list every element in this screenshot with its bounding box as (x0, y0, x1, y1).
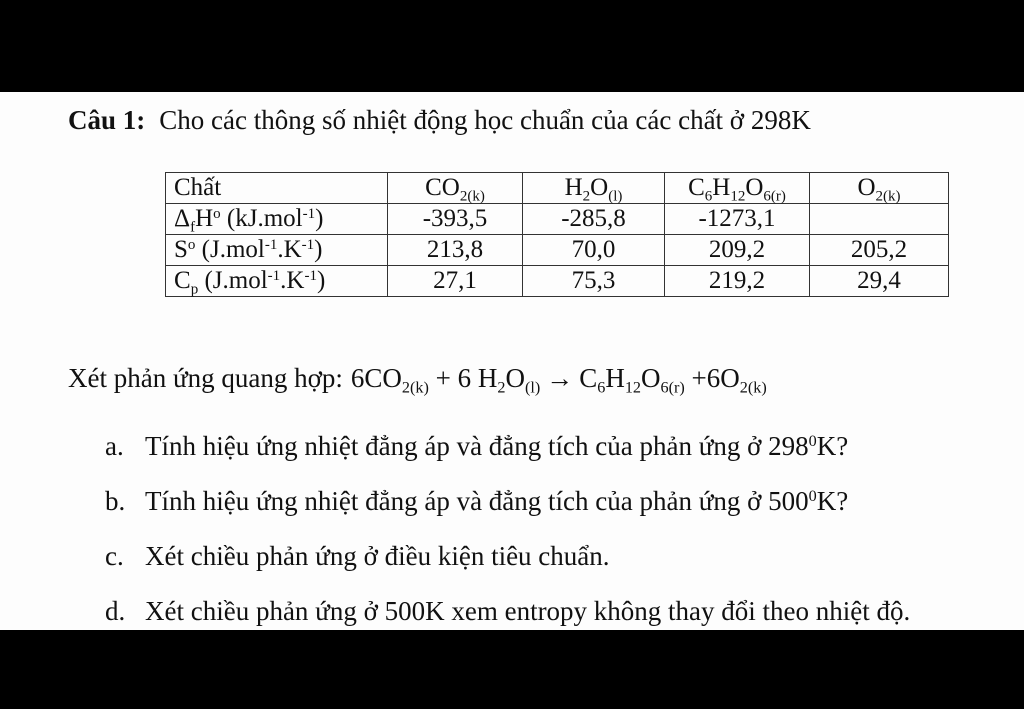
list-marker: a. (105, 431, 124, 461)
question-heading (68, 102, 811, 138)
row-label-entropy: $S^o$ $(J.mol^{-1}.K^{-1})$ (166, 235, 388, 266)
list-item (105, 538, 910, 593)
table-row (166, 204, 949, 235)
header-glucose: $C_6H_{12}O_{6(r)}$ (665, 173, 810, 204)
table-header-row (166, 173, 949, 204)
task-text: Tính hiệu ứng nhiệt đẳng áp và đẳng tích của phản ứng ở 500 (145, 486, 809, 516)
reaction-equation: $6CO_{2(k)} + 6$ $H_2O_{(l)} \to C_6H_{12}O_{6(r)} +6O_{2(k)}$ (351, 363, 767, 393)
list-item: a. Tính hiệu ứng nhiệt đẳng áp và đẳng tích của phản ứng ở $298^0K$? (105, 428, 910, 483)
arrow-icon: → (546, 363, 574, 393)
list-item: b. Tính hiệu ứng nhiệt đẳng áp và đẳng tích của phản ứng ở $500^0K$? (105, 483, 910, 538)
table-cell: 209,2 (665, 235, 810, 266)
question-text: Cho các thông số nhiệt động học chuẩn của các chất ở 298K (159, 105, 811, 135)
list-marker: b. (105, 486, 126, 516)
header-co2: $CO_{2(k)}$ (388, 173, 523, 204)
list-item (105, 593, 910, 648)
table-cell (810, 204, 949, 235)
reaction-intro: Xét phản ứng quang hợp: (68, 363, 343, 393)
list-marker: d. (105, 596, 126, 626)
table-cell: -1273,1 (665, 204, 810, 235)
task-list (105, 428, 910, 648)
table-cell: 219,2 (665, 266, 810, 297)
task-text: Xét chiều phản ứng ở 500K xem entropy không thay đổi theo nhiệt độ. (145, 596, 911, 626)
task-text: Xét chiều phản ứng ở điều kiện tiêu chuẩn. (145, 541, 610, 571)
table-cell: -393,5 (388, 204, 523, 235)
header-h2o: $H_2O_{(l)}$ (523, 173, 665, 204)
table-cell: 75,3 (523, 266, 665, 297)
table-cell: 29,4 (810, 266, 949, 297)
table-cell: 213,8 (388, 235, 523, 266)
table-cell: 27,1 (388, 266, 523, 297)
task-text: Tính hiệu ứng nhiệt đẳng áp và đẳng tích của phản ứng ở 298 (145, 431, 809, 461)
document-page (0, 92, 1024, 630)
table-row (166, 235, 949, 266)
header-o2: $O_{2(k)}$ (810, 173, 949, 204)
table-cell: 205,2 (810, 235, 949, 266)
row-label-enthalpy: $\Delta_fH^o$ (kJ.mol$^{-1}$) (166, 204, 388, 235)
table-row (166, 266, 949, 297)
table-cell: -285,8 (523, 204, 665, 235)
question-label: Câu 1: (68, 105, 146, 135)
list-marker: c. (105, 541, 124, 571)
row-label-heat-capacity: $C_p$ $(J.mol^{-1}.K^{-1})$ (166, 266, 388, 297)
thermo-table (165, 172, 949, 297)
reaction-line (68, 360, 767, 396)
table-cell: 70,0 (523, 235, 665, 266)
header-substance: Chất (166, 173, 388, 204)
